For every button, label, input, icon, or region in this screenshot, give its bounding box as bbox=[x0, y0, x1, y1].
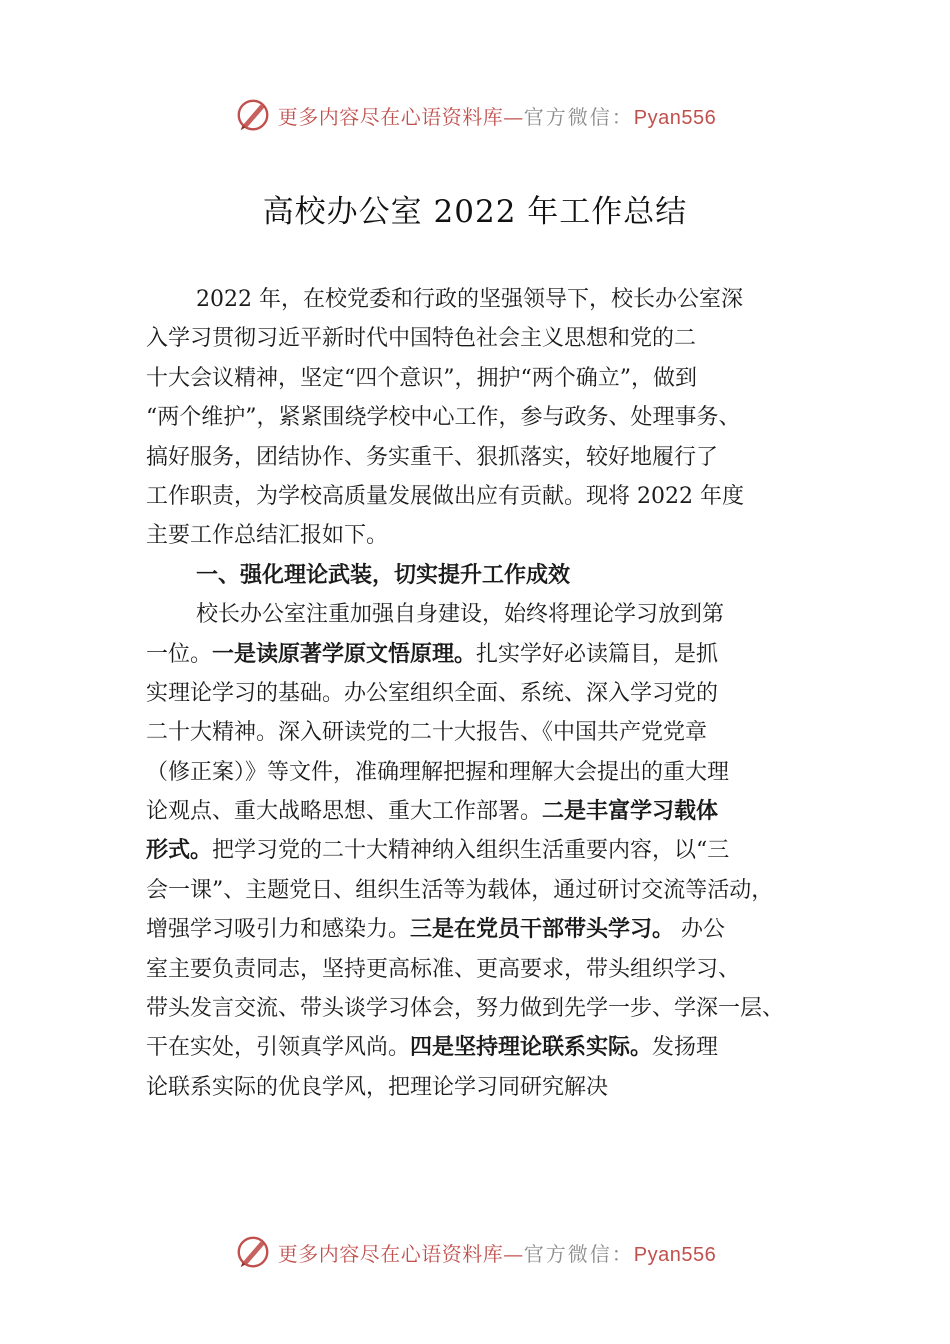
section-heading: 一、强化理论武装，切实提升工作成效 bbox=[196, 562, 571, 588]
paragraph-line: 带头发言交流、带头谈学习体会，努力做到先学一步、学深一层、 bbox=[146, 996, 785, 1022]
bold-phrase: 四是坚持理论联系实际。 bbox=[410, 1035, 653, 1061]
paragraph-line: 干在实处，引领真学风尚。四是坚持理论联系实际。发扬理 bbox=[146, 1035, 719, 1061]
paragraph-line: 二十大精神。深入研读党的二十大报告、《中国共产党党章 bbox=[146, 720, 708, 746]
paragraph-line: 校长办公室注重加强自身建设，始终将理论学习放到第 bbox=[196, 602, 725, 628]
paragraph-line: 一位。一是读原著学原文悟原理。扎实学好必读篇目，是抓 bbox=[146, 641, 719, 667]
bold-phrase: 形式。 bbox=[146, 838, 213, 864]
paragraph-line: 增强学习吸引力和感染力。三是在党员干部带头学习。 办公 bbox=[146, 917, 726, 943]
paragraph-line: 论联系实际的优良学风，把理论学习同研究解决 bbox=[146, 1074, 609, 1100]
paragraph-line: 会一课”、主题党日、组织生活等为载体，通过研讨交流等活动， bbox=[146, 877, 774, 903]
document-body bbox=[146, 280, 846, 1107]
bold-phrase: 一是读原著学原文悟原理。 bbox=[212, 641, 477, 667]
paragraph-line: 形式。把学习党的二十大精神纳入组织生活重要内容，以“三 bbox=[146, 838, 730, 864]
watermark-footer bbox=[0, 1232, 950, 1272]
pen-circle-logo-icon bbox=[234, 1233, 272, 1271]
paragraph-line: 主要工作总结汇报如下。 bbox=[146, 523, 389, 549]
bold-phrase: 二是丰富学习载体 bbox=[542, 799, 719, 825]
paragraph-line: （修正案）》等文件，准确理解把握和理解大会提出的重大理 bbox=[146, 759, 730, 785]
paragraph-line: 2022 年，在校党委和行政的坚强领导下，校长办公室深 bbox=[196, 287, 743, 312]
paragraph-line: 搞好服务，团结协作、务实重干、狠抓落实，较好地履行了 bbox=[146, 444, 719, 470]
paragraph-line: 入学习贯彻习近平新时代中国特色社会主义思想和党的二 bbox=[146, 326, 697, 352]
document-title: 高校办公室 2022 年工作总结 bbox=[262, 194, 688, 230]
watermark-header bbox=[0, 95, 950, 135]
paragraph-line: 论观点、重大战略思想、重大工作部署。二是丰富学习载体 bbox=[146, 799, 719, 825]
paragraph-line: 实理论学习的基础。办公室组织全面、系统、深入学习党的 bbox=[146, 680, 719, 706]
bold-phrase: 三是在党员干部带头学习。 bbox=[410, 917, 675, 943]
paragraph-line: 十大会议精神，坚定“四个意识”，拥护“两个确立”，做到 bbox=[146, 365, 697, 391]
paragraph-line: 工作职责，为学校高质量发展做出应有贡献。现将 2022 年度 bbox=[146, 483, 744, 509]
watermark-text: 更多内容尽在心语资料库—官方微信：Pyan556 bbox=[277, 1241, 717, 1266]
watermark-text: 更多内容尽在心语资料库—官方微信：Pyan556 bbox=[277, 104, 717, 129]
pen-circle-logo-icon bbox=[234, 96, 272, 134]
paragraph-line: 室主要负责同志，坚持更高标准、更高要求，带头组织学习、 bbox=[146, 956, 741, 982]
paragraph-line: “两个维护”，紧紧围绕学校中心工作，参与政务、处理事务、 bbox=[146, 405, 741, 431]
